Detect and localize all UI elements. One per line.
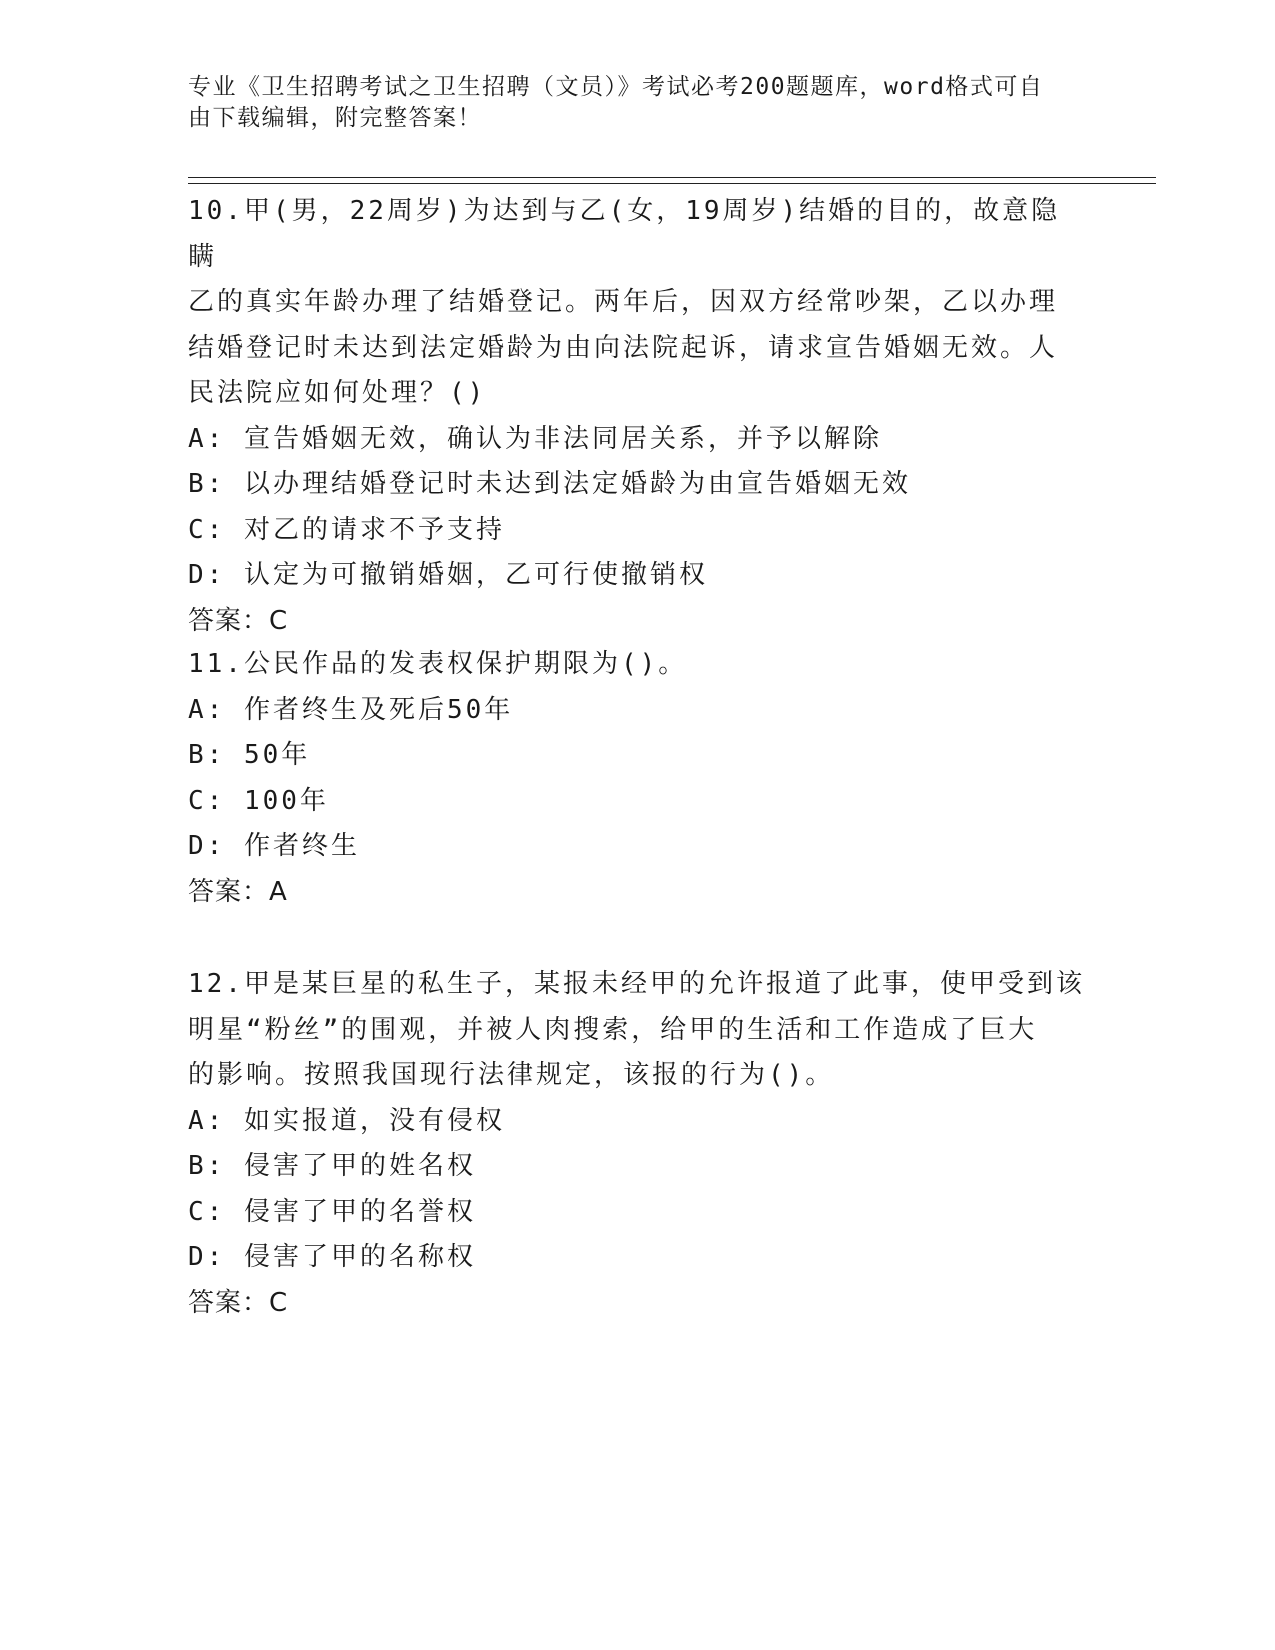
answer: 答案：C (188, 605, 289, 636)
stem-line: 的影响。按照我国现行法律规定，该报的行为()。 (188, 1060, 835, 1090)
question-stem (188, 189, 1088, 417)
stem-line: 结婚登记时未达到法定婚龄为由向法院起诉，请求宣告婚姻无效。人 (188, 332, 1059, 363)
document-header (188, 72, 1088, 134)
header-line-2: 由下载编辑，附完整答案！ (188, 105, 482, 131)
question-10 (188, 189, 1088, 644)
option-c: C: 侵害了甲的名誉权 (188, 1196, 476, 1227)
option-b: B: 侵害了甲的姓名权 (188, 1151, 476, 1181)
option-b: B: 50年 (188, 740, 311, 770)
answer: 答案：A (188, 876, 288, 907)
option-a: A: 如实报道，没有侵权 (188, 1105, 505, 1136)
option-d: D: 作者终生 (188, 831, 360, 861)
option-c: C: 对乙的请求不予支持 (188, 514, 505, 545)
option-d: D: 侵害了甲的名称权 (188, 1242, 476, 1272)
header-divider-bottom (188, 183, 1156, 184)
header-line-1: 专业《卫生招聘考试之卫生招聘（文员）》考试必考200题题库，word格式可自 (188, 74, 1044, 100)
header-divider-top (188, 177, 1156, 178)
option-b: B: 以办理结婚登记时未达到法定婚龄为由宣告婚姻无效 (188, 469, 911, 499)
stem-line: 12.甲是某巨星的私生子，某报未经甲的允许报道了此事，使甲受到该 (188, 969, 1085, 999)
option-a: A: 宣告婚姻无效，确认为非法同居关系，并予以解除 (188, 423, 882, 454)
question-12 (188, 962, 1088, 1326)
question-stem (188, 962, 1088, 1099)
stem-line: 明星“粉丝”的围观，并被人肉搜索，给甲的生活和工作造成了巨大 (188, 1014, 1038, 1045)
stem-line: 11.公民作品的发表权保护期限为()。 (188, 649, 688, 679)
option-d: D: 认定为可撤销婚姻，乙可行使撤销权 (188, 560, 708, 590)
option-a: A: 作者终生及死后50年 (188, 694, 514, 725)
stem-line: 10.甲(男，22周岁)为达到与乙(女，19周岁)结婚的目的，故意隐瞒 (188, 196, 1061, 272)
stem-line: 民法院应如何处理？() (188, 378, 487, 408)
option-c: C: 100年 (188, 785, 329, 816)
question-11 (188, 642, 1088, 915)
question-stem (188, 642, 1088, 688)
stem-line: 乙的真实年龄办理了结婚登记。两年后，因双方经常吵架，乙以办理 (188, 287, 1059, 317)
answer: 答案：C (188, 1287, 289, 1318)
